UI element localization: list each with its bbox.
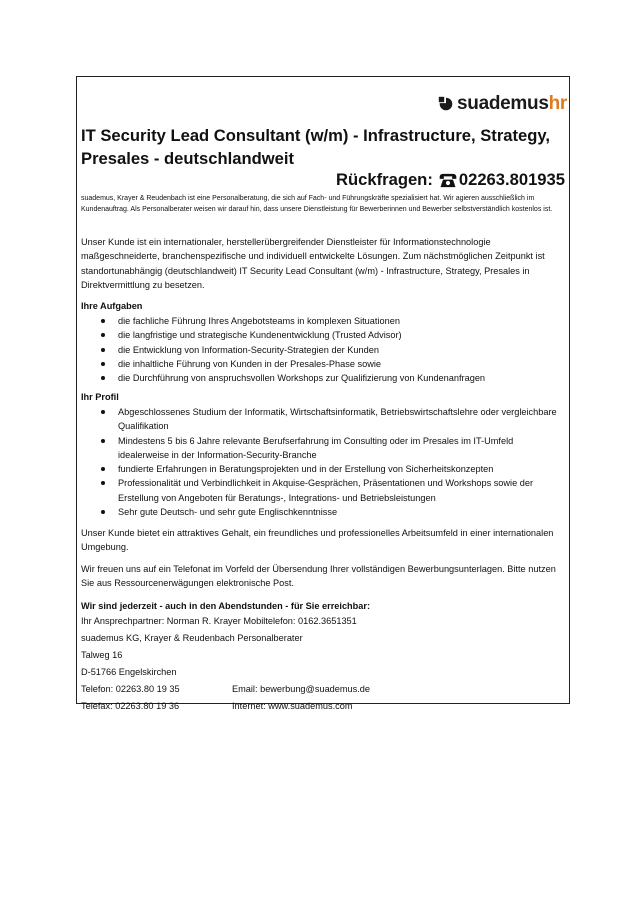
- contact-city-text: D-51766 Engelskirchen: [81, 667, 177, 677]
- list-item: [81, 462, 565, 476]
- company-intro: Unser Kunde ist ein internationaler, herstellerübergreifender Dienstleister für Informationstechnologie maßgeschneiderte, branchenspezifische und individuell entwickelte Lösungen. Zum nächstmöglichen Zeitpunkt ist standortunabhängig (deutschlandweit) IT Security Lead Consultant (w/m) - Infrastructure, Strategy, Presales in Direktvermittlung zu besetzen.: [81, 237, 545, 291]
- logo-mark-icon: [437, 95, 455, 113]
- contact-street: [81, 647, 565, 664]
- profile-heading: Ihr Profil: [81, 392, 119, 402]
- logo-text-main: suademus: [457, 93, 549, 114]
- contact-email[interactable]: Email: bewerbung@suademus.de: [232, 684, 371, 694]
- list-item-text: die Entwicklung von Information-Security-Strategien der Kunden: [118, 344, 379, 355]
- list-item-text: die langfristige und strategische Kundenentwicklung (Trusted Advisor): [118, 330, 402, 341]
- list-item-text: fundierte Erfahrungen in Beratungsprojekten und in der Erstellung von Sicherheitskonzepten: [118, 464, 494, 475]
- contact-block: [81, 613, 565, 715]
- list-item-text: Abgeschlossenes Studium der Informatik, Wirtschaftsinformatik, Betriebswirtschaftslehre oder vergleichbare Qualifikation: [118, 407, 557, 432]
- bullet-icon: [101, 410, 105, 414]
- job-title: IT Security Lead Consultant (w/m) - Infrastructure, Strategy, Presales - deutschlandweit: [81, 126, 550, 168]
- contact-heading-phone: 02263.801935: [458, 170, 565, 189]
- profile-list: [81, 405, 565, 519]
- bullet-icon: [101, 348, 105, 352]
- company-logo: [437, 93, 567, 115]
- contact-city: [81, 664, 565, 681]
- list-item-text: die Durchführung von anspruchsvollen Workshops zur Qualifizierung von Kundenanfragen: [118, 373, 486, 384]
- document-frame: [76, 76, 570, 711]
- profile-section: [81, 390, 565, 519]
- contact-company: [81, 630, 565, 647]
- list-item: [81, 476, 565, 505]
- contact-heading: [336, 170, 565, 190]
- contact-website[interactable]: Internet: www.suademus.com: [232, 701, 353, 711]
- availability-note: Wir sind jederzeit - auch in den Abendstunden - für Sie erreichbar:: [81, 601, 371, 611]
- contact-phone-row: [81, 681, 565, 698]
- list-item: [81, 371, 565, 385]
- bullet-icon: [101, 510, 105, 514]
- tasks-heading: Ihre Aufgaben: [81, 301, 143, 311]
- tasks-list: [81, 314, 565, 385]
- bullet-icon: [101, 481, 105, 485]
- bullet-icon: [101, 439, 105, 443]
- contact-person-text: Ihr Ansprechpartner: Norman R. Krayer Mobiltelefon: 0162.3651351: [81, 616, 357, 626]
- contact-phone: Telefon: 02263.80 19 35: [81, 684, 180, 694]
- list-item: [81, 328, 565, 342]
- list-item: [81, 434, 565, 463]
- contact-street-text: Talweg 16: [81, 650, 123, 660]
- contact-fax: Telefax: 02263.80 19 36: [81, 701, 180, 711]
- contact-fax-row: [81, 698, 565, 715]
- list-item-text: Mindestens 5 bis 6 Jahre relevante Berufserfahrung im Consulting oder im Presales im IT-Umfeld idealerweise in der Information-Security-Branche: [118, 435, 514, 460]
- bullet-icon: [101, 362, 105, 366]
- list-item: [81, 357, 565, 371]
- list-item: [81, 314, 565, 328]
- list-item-text: Sehr gute Deutsch- und sehr gute Englischkenntnisse: [118, 507, 338, 518]
- bullet-icon: [101, 333, 105, 337]
- application-paragraph: Wir freuen uns auf ein Telefonat im Vorfeld der Übersendung Ihrer vollständigen Bewerbungsunterlagen. Bitte nutzen Sie aus Ressourcenerwägungen elektronische Post.: [81, 564, 556, 589]
- bullet-icon: [101, 376, 105, 380]
- list-item-text: Professionalität und Verbindlichkeit in Akquise-Gesprächen, Präsentationen und Workshops sowie der Erstellung von Angeboten für Beratungs-, Integrations- und Betriebsleistungen: [118, 478, 534, 503]
- list-item-text: die fachliche Führung Ihres Angebotsteams in komplexen Situationen: [118, 316, 400, 326]
- agency-disclaimer: suademus, Krayer & Reudenbach ist eine Personalberatung, die sich auf Fach- und Führungskräfte spezialisiert hat. Wir agieren ausschließlich im Kundenauftrag. Als Personalberater weisen wir darauf hin, dass unsere Dienstleistung für Bewerberinnen und Bewerber selbstverständlich kostenlos ist.: [81, 195, 553, 213]
- list-item: [81, 343, 565, 357]
- logo-text-accent: hr: [548, 93, 567, 114]
- list-item: [81, 505, 565, 519]
- bullet-icon: [101, 319, 105, 323]
- list-item: [81, 405, 565, 434]
- contact-person: [81, 613, 565, 630]
- bullet-icon: [101, 467, 105, 471]
- contact-company-text: suademus KG, Krayer & Reudenbach Personalberater: [81, 633, 303, 643]
- offer-paragraph: Unser Kunde bietet ein attraktives Gehalt, ein freundliches und professionelles Arbeitsumfeld in einer internationalen Umgebung.: [81, 528, 554, 553]
- contact-heading-label: Rückfragen:: [336, 170, 433, 189]
- tasks-section: [81, 299, 565, 385]
- list-item-text: die inhaltliche Führung von Kunden in der Presales-Phase sowie: [118, 358, 382, 369]
- phone-icon: [438, 172, 458, 189]
